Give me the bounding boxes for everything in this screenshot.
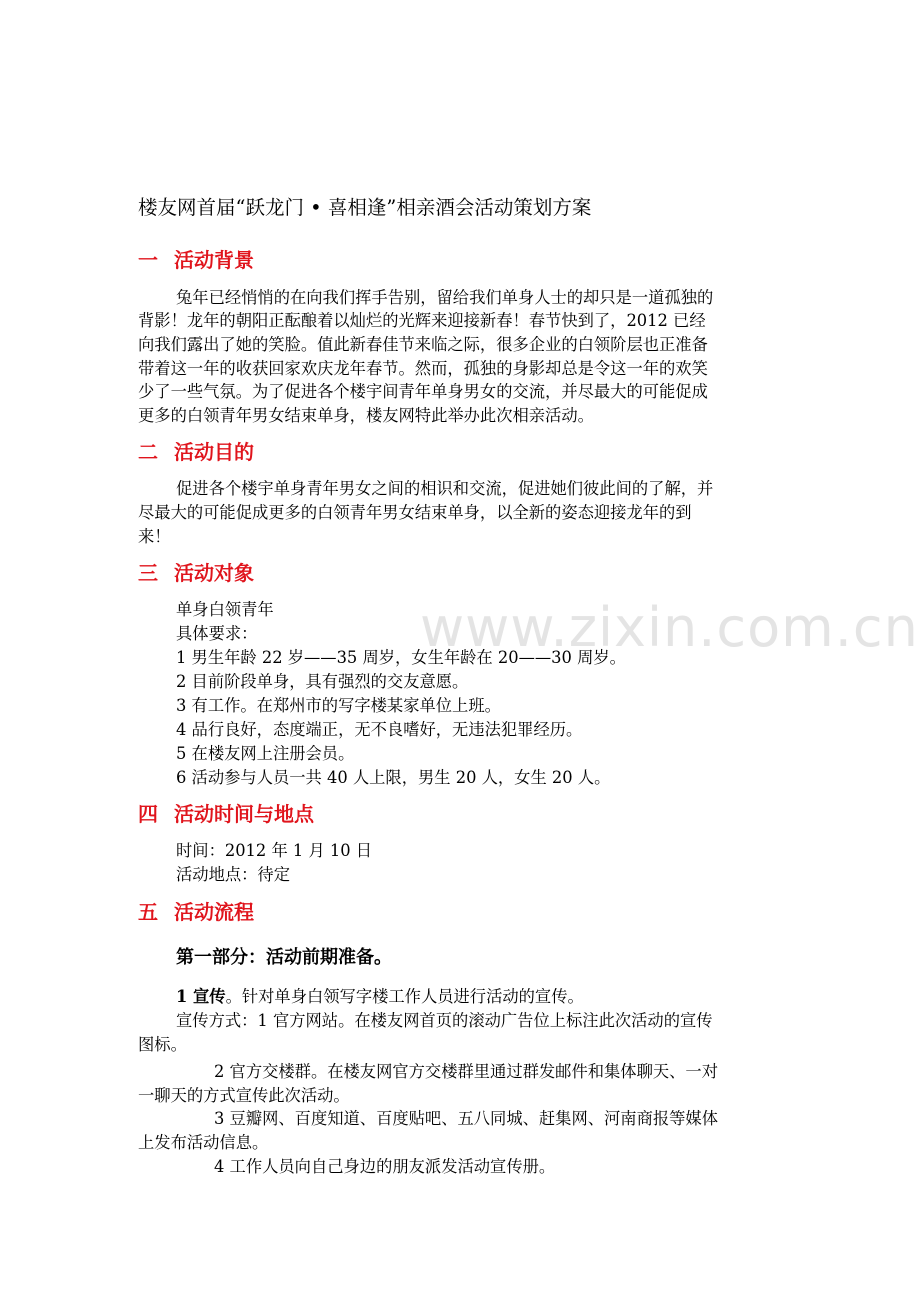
- purpose-line: 来！: [138, 527, 171, 546]
- method-line: 宣传方式：1 官方网站。在楼友网首页的滚动广告位上标注此次活动的宣传: [176, 1011, 713, 1030]
- section-heading-time-place: [138, 798, 314, 827]
- method-line: 上发布活动信息。: [138, 1133, 269, 1152]
- target-line: 单身白领青年: [176, 600, 274, 619]
- time-line: 时间：2012 年 1 月 10 日: [176, 841, 373, 860]
- section-number: 二: [138, 440, 158, 464]
- publicity-line: [176, 983, 584, 1007]
- section-heading-background: [138, 244, 254, 273]
- method-line: 3 豆瓣网、百度知道、百度贴吧、五八同城、赶集网、河南商报等媒体: [214, 1109, 718, 1128]
- purpose-line: 尽最大的可能促成更多的白领青年男女结束单身，以全新的姿态迎接龙年的到: [138, 503, 692, 522]
- target-line: 具体要求：: [176, 624, 258, 643]
- publicity-heading: 1 宣传: [176, 987, 226, 1006]
- document-title: 楼友网首届“跃龙门 • 喜相逢”相亲酒会活动策划方案: [138, 196, 592, 219]
- requirement-item: 6 活动参与人员一共 40 人上限，男生 20 人，女生 20 人。: [176, 768, 611, 787]
- background-line: 带着这一年的收获回家欢庆龙年春节。然而，孤独的身影却总是令这一年的欢笑: [138, 359, 708, 378]
- requirement-item: 2 目前阶段单身，具有强烈的交友意愿。: [176, 672, 469, 691]
- method-line: 一聊天的方式宣传此次活动。: [138, 1086, 350, 1105]
- method-line: 2 官方交楼群。在楼友网官方交楼群里通过群发邮件和集体聊天、一对: [214, 1062, 718, 1081]
- section-heading-target: [138, 557, 254, 586]
- section-title: 活动时间与地点: [174, 802, 314, 826]
- background-line: 少了一些气氛。为了促进各个楼宇间青年单身男女的交流，并尽最大的可能促成: [138, 382, 708, 401]
- background-line: 向我们露出了她的笑脸。值此新春佳节来临之际，很多企业的白领阶层也正准备: [138, 335, 708, 354]
- method-line: 图标。: [138, 1035, 187, 1054]
- section-heading-process: [138, 896, 254, 925]
- section-title: 活动流程: [174, 900, 254, 924]
- background-line: 兔年已经悄悄的在向我们挥手告别，留给我们单身人士的却只是一道孤独的: [176, 288, 714, 307]
- purpose-line: 促进各个楼宇单身青年男女之间的相识和交流，促进她们彼此间的了解，并: [176, 479, 714, 498]
- method-line: 4 工作人员向自己身边的朋友派发活动宣传册。: [214, 1157, 556, 1176]
- requirement-item: 4 品行良好，态度端正，无不良嗜好，无违法犯罪经历。: [176, 720, 583, 739]
- publicity-text: 。针对单身白领写字楼工作人员进行活动的宣传。: [225, 987, 584, 1006]
- section-number: 三: [138, 561, 158, 585]
- watermark: www.zixin.com.cn: [420, 596, 919, 659]
- section-title: 活动目的: [174, 440, 254, 464]
- requirement-item: 3 有工作。在郑州市的写字楼某家单位上班。: [176, 696, 501, 715]
- part-heading: 第一部分：活动前期准备。: [176, 947, 392, 968]
- place-line: 活动地点：待定: [176, 865, 290, 884]
- section-title: 活动背景: [174, 248, 254, 272]
- section-number: 四: [138, 802, 158, 826]
- requirement-item: 5 在楼友网上注册会员。: [176, 744, 355, 763]
- section-number: 一: [138, 248, 158, 272]
- background-line: 背影！龙年的朝阳正酝酿着以灿烂的光辉来迎接新春！春节快到了，2012 已经: [138, 311, 706, 330]
- requirement-item: 1 男生年龄 22 岁——35 周岁，女生年龄在 20——30 周岁。: [176, 648, 626, 667]
- section-heading-purpose: [138, 436, 254, 465]
- section-number: 五: [138, 900, 158, 924]
- background-line: 更多的白领青年男女结束单身，楼友网特此举办此次相亲活动。: [138, 406, 594, 425]
- section-title: 活动对象: [174, 561, 254, 585]
